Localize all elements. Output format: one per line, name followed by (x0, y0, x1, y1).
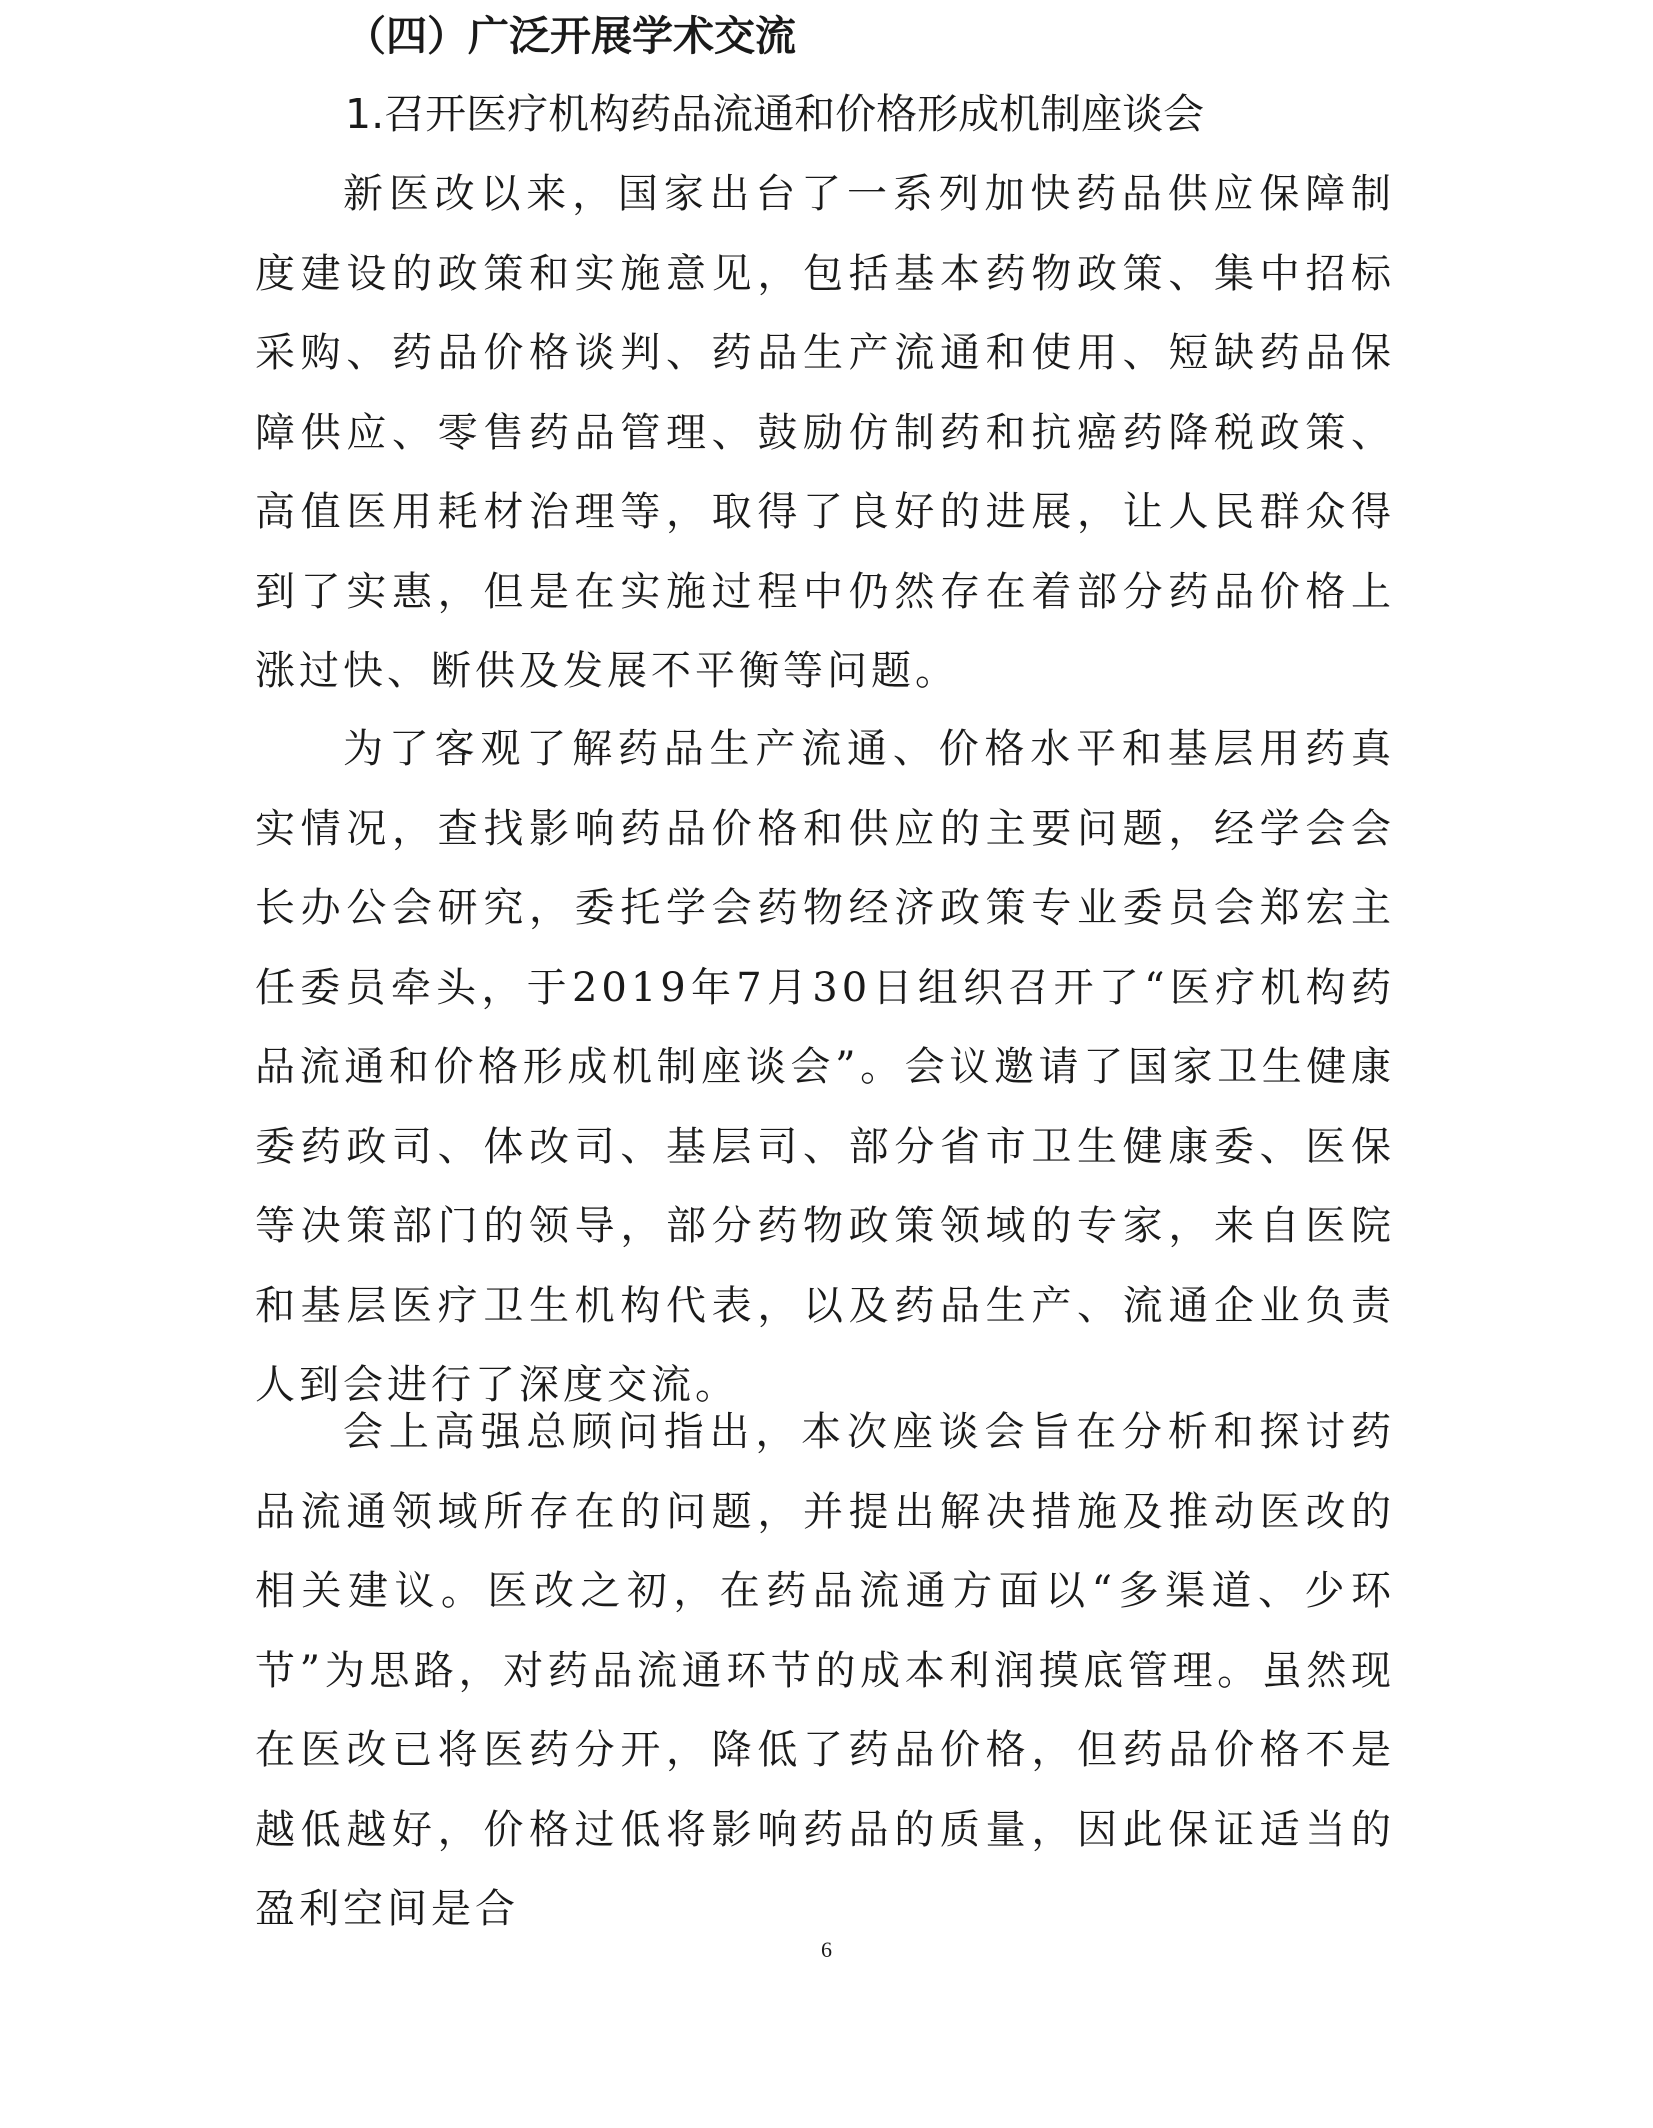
page-number: 6 (821, 1937, 832, 1962)
body-paragraph: 新医改以来，国家出台了一系列加快药品供应保障制度建设的政策和实施意见，包括基本药物政策、集中招标采购、药品价格谈判、药品生产流通和使用、短缺药品保障供应、零售药品管理、鼓励仿制药和抗癌药降税政策、高值医用耗材治理等，取得了良好的进展，让人民群众得到了实惠，但是在实施过程中仍然存在着部分药品价格上涨过快、断供及发展不平衡等问题。 (255, 171, 1395, 694)
body-paragraph: 会上高强总顾问指出，本次座谈会旨在分析和探讨药品流通领域所存在的问题，并提出解决措施及推动医改的相关建议。医改之初，在药品流通方面以“多渠道、少环节”为思路，对药品流通环节的成本利润摸底管理。虽然现在医改已将医药分开，降低了药品价格，但药品价格不是越低越好，价格过低将影响药品的质量，因此保证适当的盈利空间是合 (255, 1409, 1395, 1932)
section-heading: （四）广泛开展学术交流 (345, 12, 796, 60)
subsection-heading: 1.召开医疗机构药品流通和价格形成机制座谈会 (345, 90, 1205, 138)
body-paragraph: 为了客观了解药品生产流通、价格水平和基层用药真实情况，查找影响药品价格和供应的主要问题，经学会会长办公会研究，委托学会药物经济政策专业委员会郑宏主任委员牵头，于2019年7月30日组织召开了“医疗机构药品流通和价格形成机制座谈会”。会议邀请了国家卫生健康委药政司、体改司、基层司、部分省市卫生健康委、医保等决策部门的领导，部分药物政策领域的专家，来自医院和基层医疗卫生机构代表，以及药品生产、流通企业负责人到会进行了深度交流。 (255, 726, 1395, 1408)
